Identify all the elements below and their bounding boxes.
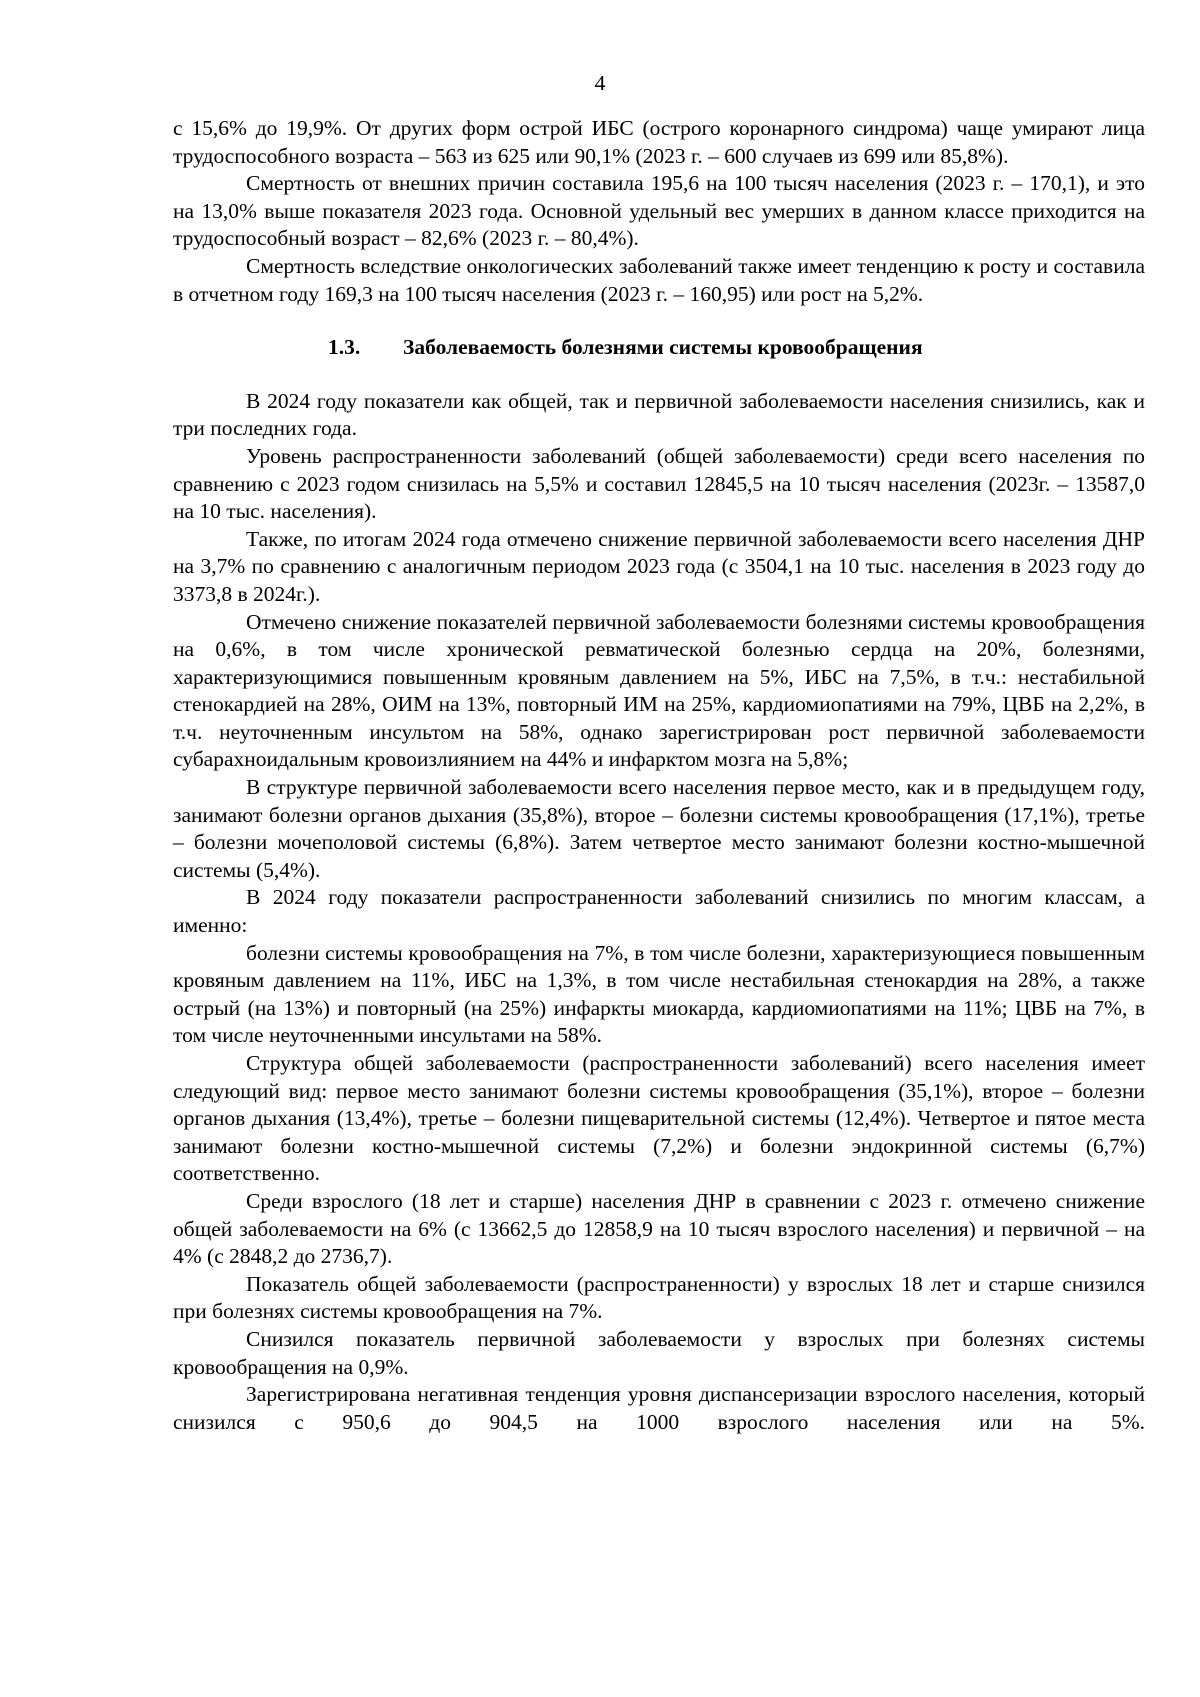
- paragraph: В структуре первичной заболеваемости всего населения первое место, как и в предыдущем году, занимают болезни органов дыхания (35,8%), второе – болезни системы кровообращения (17,1%), третье – болезни мочеполовой системы (6,8%). Затем четвертое место занимают болезни костно-мышечной системы (5,4%).: [173, 775, 1145, 882]
- paragraph: В 2024 году показатели распространенности заболеваний снизились по многим классам, а именно:: [173, 885, 1145, 938]
- section-heading: [173, 334, 1145, 362]
- section-number: 1.3.: [328, 335, 361, 360]
- paragraph: Также, по итогам 2024 года отмечено снижение первичной заболеваемости всего населения ДНР на 3,7% по сравнению с аналогичным периодом 2023 года (с 3504,1 на 10 тыс. населения в 2023 году до 3373,8 в 2024г.).: [173, 526, 1145, 606]
- paragraph: В 2024 году показатели как общей, так и первичной заболеваемости населения снизились, как и три последних года.: [173, 388, 1145, 441]
- paragraph: Структура общей заболеваемости (распространенности заболеваний) всего населения имеет следующий вид: первое место занимают болезни системы кровообращения (35,1%), второе – болезни органов дыхания (13,4%), третье – болезни пищеварительной системы (12,4%). Четвертое и пятое места занимают болезни костно-мышечной системы (7,2%) и болезни эндокринной системы (6,7%) соответственно.: [173, 1051, 1145, 1186]
- section-title: Заболеваемость болезнями системы кровообращения: [403, 335, 923, 360]
- paragraph: Смертность от внешних причин составила 195,6 на 100 тысяч населения (2023 г. – 170,1), и это на 13,0% выше показателя 2023 года. Основной удельный вес умерших в данном классе приходится на трудоспособный возраст – 82,6% (2023 г. – 80,4%).: [173, 171, 1145, 251]
- paragraph: Среди взрослого (18 лет и старше) населения ДНР в сравнении с 2023 г. отмечено снижение общей заболеваемости на 6% (с 13662,5 до 12858,9 на 10 тысяч взрослого населения) и первичной – на 4% (с 2848,2 до 2736,7).: [173, 1188, 1145, 1269]
- paragraph: Зарегистрирована негативная тенденция уровня диспансеризации взрослого населения, который снизился с 950,6 до 904,5 на 1000 взрослого населения или на 5%.: [173, 1382, 1145, 1434]
- paragraph: Отмечено снижение показателей первичной заболеваемости болезнями системы кровообращения на 0,6%, в том числе хронической ревматической болезнью сердца на 20%, болезнями, характеризующимися повышенным кровяным давлением на 5%, ИБС на 7,5%, в т.ч.: нестабильной стенокардией на 28%, ОИМ на 13%, повторный ИМ на 25%, кардиомиопатиями на 79%, ЦВБ на 2,2%, в т.ч. неуточненным инсультом на 58%, однако зарегистрирован рост первичной заболеваемости субарахноидальным кровоизлиянием на 44% и инфарктом мозга на 5,8%;: [173, 609, 1145, 772]
- paragraph: Смертность вследствие онкологических заболеваний также имеет тенденцию к росту и составила в отчетном году 169,3 на 100 тысяч населения (2023 г. – 160,95) или рост на 5,2%.: [173, 253, 1145, 306]
- paragraph: Снизился показатель первичной заболеваемости у взрослых при болезнях системы кровообращения на 0,9%.: [173, 1326, 1145, 1379]
- page-number: 4: [594, 71, 606, 95]
- document-body: [173, 115, 1145, 1436]
- paragraph: Уровень распространенности заболеваний (общей заболеваемости) среди всего населения по сравнению с 2023 годом снизилась на 5,5% и составил 12845,5 на 10 тысяч населения (2023г. – 13587,0 на 10 тыс. населения).: [173, 443, 1145, 524]
- paragraph: Показатель общей заболеваемости (распространенности) у взрослых 18 лет и старше снизился при болезнях системы кровообращения на 7%.: [173, 1271, 1145, 1324]
- paragraph: болезни системы кровообращения на 7%, в том числе болезни, характеризующиеся повышенным кровяным давлением на 11%, ИБС на 1,3%, в том числе нестабильная стенокардия на 28%, а также острый (на 13%) и повторный (на 25%) инфаркты миокарда, кардиомиопатиями на 11%; ЦВБ на 7%, в том числе неуточненными инсультами на 58%.: [173, 940, 1145, 1048]
- paragraph: с 15,6% до 19,9%. От других форм острой ИБС (острого коронарного синдрома) чаще умирают лица трудоспособного возраста – 563 из 625 или 90,1% (2023 г. – 600 случаев из 699 или 85,8%).: [173, 116, 1145, 168]
